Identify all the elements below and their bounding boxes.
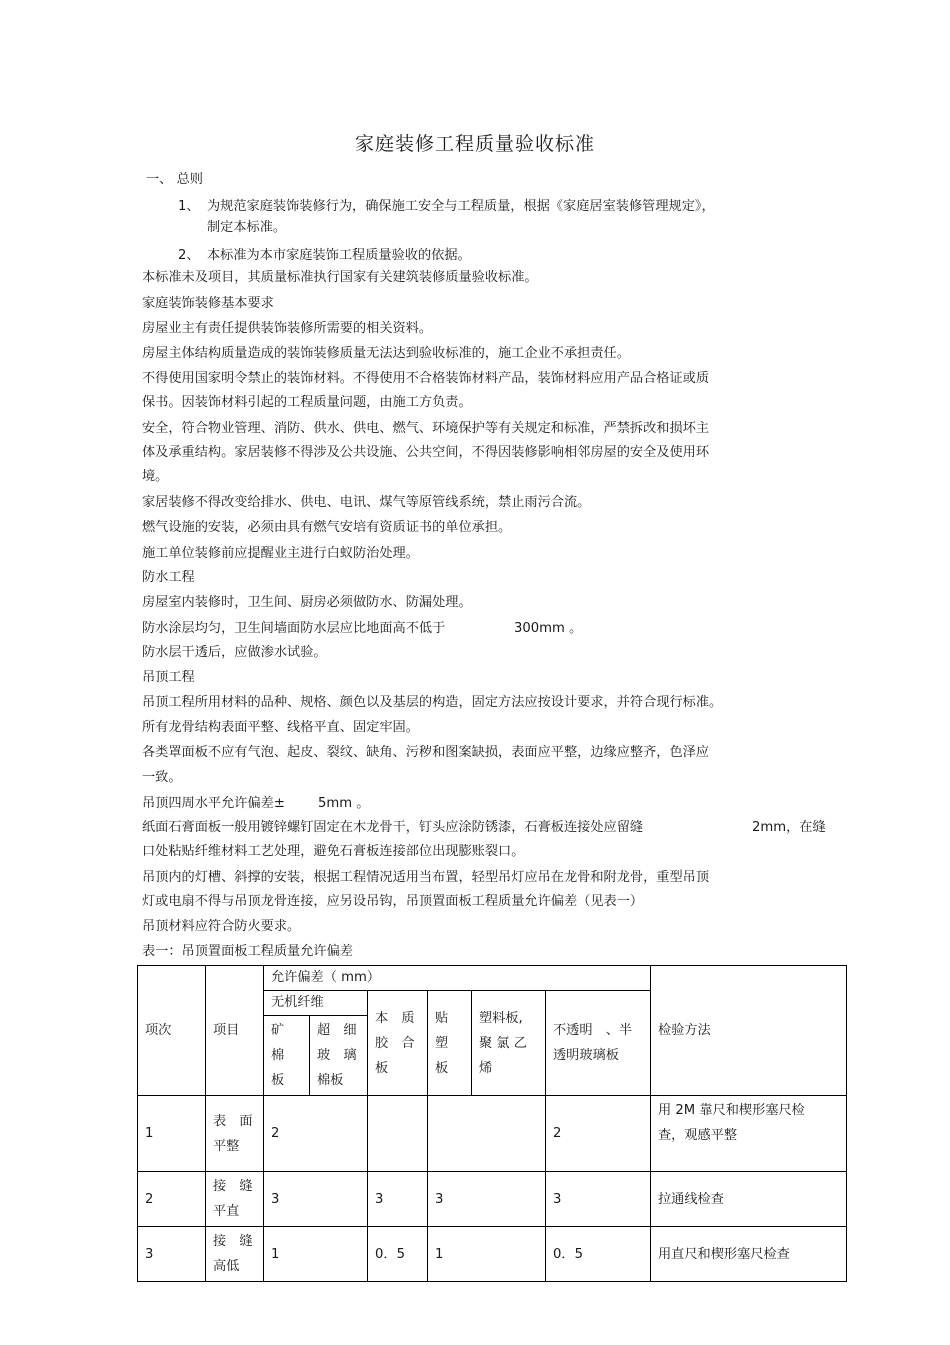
paragraph-ceiling-2: 所有龙骨结构表面平整、线格平直、固定牢固。 [142, 720, 419, 735]
paragraph-ceiling-6-line-2: 灯或电扇不得与吊顶龙骨连接，应另设吊钩，吊顶置面板工程质量允许偏差（见表一） [142, 894, 644, 909]
row-glass-value: 2 [546, 1096, 651, 1172]
paragraph-basic-3-line-1: 不得使用国家明令禁止的装饰材料。不得使用不合格装饰材料产品，装饰材料应用产品合格证或质 [142, 371, 710, 386]
row-method: 用直尺和楔形塞尺检查 [651, 1227, 847, 1282]
paragraph-ceiling-7: 吊顶材料应符合防火要求。 [142, 919, 301, 934]
paragraph-basic-4-line-3: 境。 [142, 469, 169, 484]
paragraph-basic-5: 家居装修不得改变给排水、供电、电讯、煤气等原管线系统，禁止雨污合流。 [142, 495, 591, 510]
row-index: 3 [138, 1227, 206, 1282]
row-item: 表 面 平整 [206, 1096, 264, 1172]
paragraph-water-1: 房屋室内装修时，卫生间、厨房必须做防水、防漏处理。 [142, 595, 472, 610]
paragraph-water-2: 防水涂层均匀，卫生间墙面防水层应比地面高不低于 [142, 621, 446, 636]
row-laminate-value: 3 [428, 1172, 546, 1227]
paragraph-ceiling-6-line-1: 吊顶内的灯槽、斜撑的安装，根据工程情况适用当布置，轻型吊灯应吊在龙骨和附龙骨，重型吊顶 [142, 870, 710, 885]
header-laminate: 贴 塑 板 [428, 991, 472, 1096]
row-index: 2 [138, 1172, 206, 1227]
paragraph-ceiling-3-line-2: 一致。 [142, 770, 182, 785]
row-item: 接 缝 平直 [206, 1172, 264, 1227]
row-inorganic-value: 1 [264, 1227, 368, 1282]
tolerance-table [137, 965, 847, 1282]
header-inspection-method: 检验方法 [651, 966, 847, 1096]
header-plywood: 本 质 胶 合 板 [368, 991, 428, 1096]
header-mineral-wool: 矿 棉 板 [264, 1016, 310, 1096]
header-index: 项次 [138, 966, 206, 1096]
paragraph-water-2-value: 300mm 。 [514, 621, 583, 636]
paragraph-ceiling-5-line-2: 口处粘贴纤维材料工艺处理，避免石膏板连接部位出现膨账裂口。 [142, 844, 525, 859]
paragraph-ceiling-3-line-1: 各类罩面板不应有气泡、起皮、裂纹、缺角、污秽和图案缺损，表面应平整，边缘应整齐，色泽应 [142, 745, 710, 760]
item-2-number: 2、 [178, 248, 200, 263]
heading-ceiling: 吊顶工程 [142, 670, 195, 685]
paragraph-basic-7: 施工单位装修前应提醒业主进行白蚁防治处理。 [142, 546, 419, 561]
paragraph-scope: 本标准未及项目，其质量标准执行国家有关建筑装修质量验收标准。 [142, 270, 538, 285]
item-1-line-1: 为规范家庭装饰装修行为，确保施工安全与工程质量，根据《家庭居室装修管理规定》， [207, 199, 715, 214]
row-glass-value: 3 [546, 1172, 651, 1227]
table-caption: 表一：吊顶置面板工程质量允许偏差 [142, 944, 353, 959]
paragraph-basic-4-line-2: 体及承重结构。家居装修不得涉及公共设施、公共空间，不得因装修影响相邻房屋的安全及使用环 [142, 445, 710, 460]
paragraph-basic-3-line-2: 保书。因装饰材料引起的工程质量问题，由施工方负责。 [142, 395, 472, 410]
header-item: 项目 [206, 966, 264, 1096]
paragraph-ceiling-5-line-1-value: 2mm，在缝 [752, 820, 826, 835]
row-index: 1 [138, 1096, 206, 1172]
paragraph-ceiling-5-line-1: 纸面石膏面板一般用镀锌螺钉固定在木龙骨干，钉头应涂防锈漆，石膏板连接处应留缝 [142, 820, 644, 835]
header-allowed-deviation: 允许偏差（ mm） [264, 966, 651, 991]
header-glass-board: 不透明 、半 透明玻璃板 [546, 991, 651, 1096]
item-2-text: 本标准为本市家庭装饰工程质量验收的依据。 [207, 248, 471, 263]
row-inorganic-value: 3 [264, 1172, 368, 1227]
item-1-number: 1、 [178, 199, 200, 214]
heading-basic-requirements: 家庭装饰装修基本要求 [142, 296, 274, 311]
row-glass-value: 0．5 [546, 1227, 651, 1282]
paragraph-ceiling-1: 吊顶工程所用材料的品种、规格、颜色以及基层的构造，固定方法应按设计要求，并符合现行标准。 [142, 695, 723, 710]
table-row [138, 1096, 847, 1172]
table-row [138, 1227, 847, 1282]
table-row [138, 1172, 847, 1227]
row-inorganic-value: 2 [264, 1096, 368, 1172]
paragraph-basic-4-line-1: 安全，符合物业管理、消防、供水、供电、燃气、环境保护等有关规定和标准，严禁拆改和损坏主 [142, 421, 710, 436]
heading-waterproofing: 防水工程 [142, 570, 195, 585]
row-plywood-value: 0．5 [368, 1227, 428, 1282]
paragraph-basic-6: 燃气设施的安装，必须由具有燃气安培有资质证书的单位承担。 [142, 520, 512, 535]
row-method: 拉通线检查 [651, 1172, 847, 1227]
header-superfine-glass-wool: 超 细 玻 璃 棉板 [310, 1016, 368, 1096]
paragraph-basic-2: 房屋主体结构质量造成的装饰装修质量无法达到验收标准的，施工企业不承担责任。 [142, 346, 630, 361]
paragraph-water-3: 防水层干透后，应做渗水试验。 [142, 645, 327, 660]
row-method: 用 2M 靠尺和楔形塞尺检 查，观感平整 [651, 1096, 847, 1172]
row-laminate-value: 1 [428, 1227, 546, 1282]
paragraph-ceiling-4-value: 5mm 。 [318, 796, 370, 811]
section-heading-general: 一、 总则 [146, 172, 203, 187]
paragraph-basic-1: 房屋业主有责任提供装饰装修所需要的相关资料。 [142, 321, 433, 336]
header-pvc-board: 塑料板, 聚 氯 乙 烯 [472, 991, 546, 1096]
paragraph-ceiling-4: 吊顶四周水平允许偏差± [142, 796, 285, 811]
page-title: 家庭装修工程质量验收标准 [354, 133, 595, 155]
row-plywood-value [368, 1096, 428, 1172]
row-item: 接 缝 高低 [206, 1227, 264, 1282]
item-1-line-2: 制定本标准。 [207, 220, 287, 235]
row-plywood-value: 3 [368, 1172, 428, 1227]
header-inorganic-fiber: 无机纤维 [264, 991, 368, 1016]
row-laminate-value [428, 1096, 546, 1172]
